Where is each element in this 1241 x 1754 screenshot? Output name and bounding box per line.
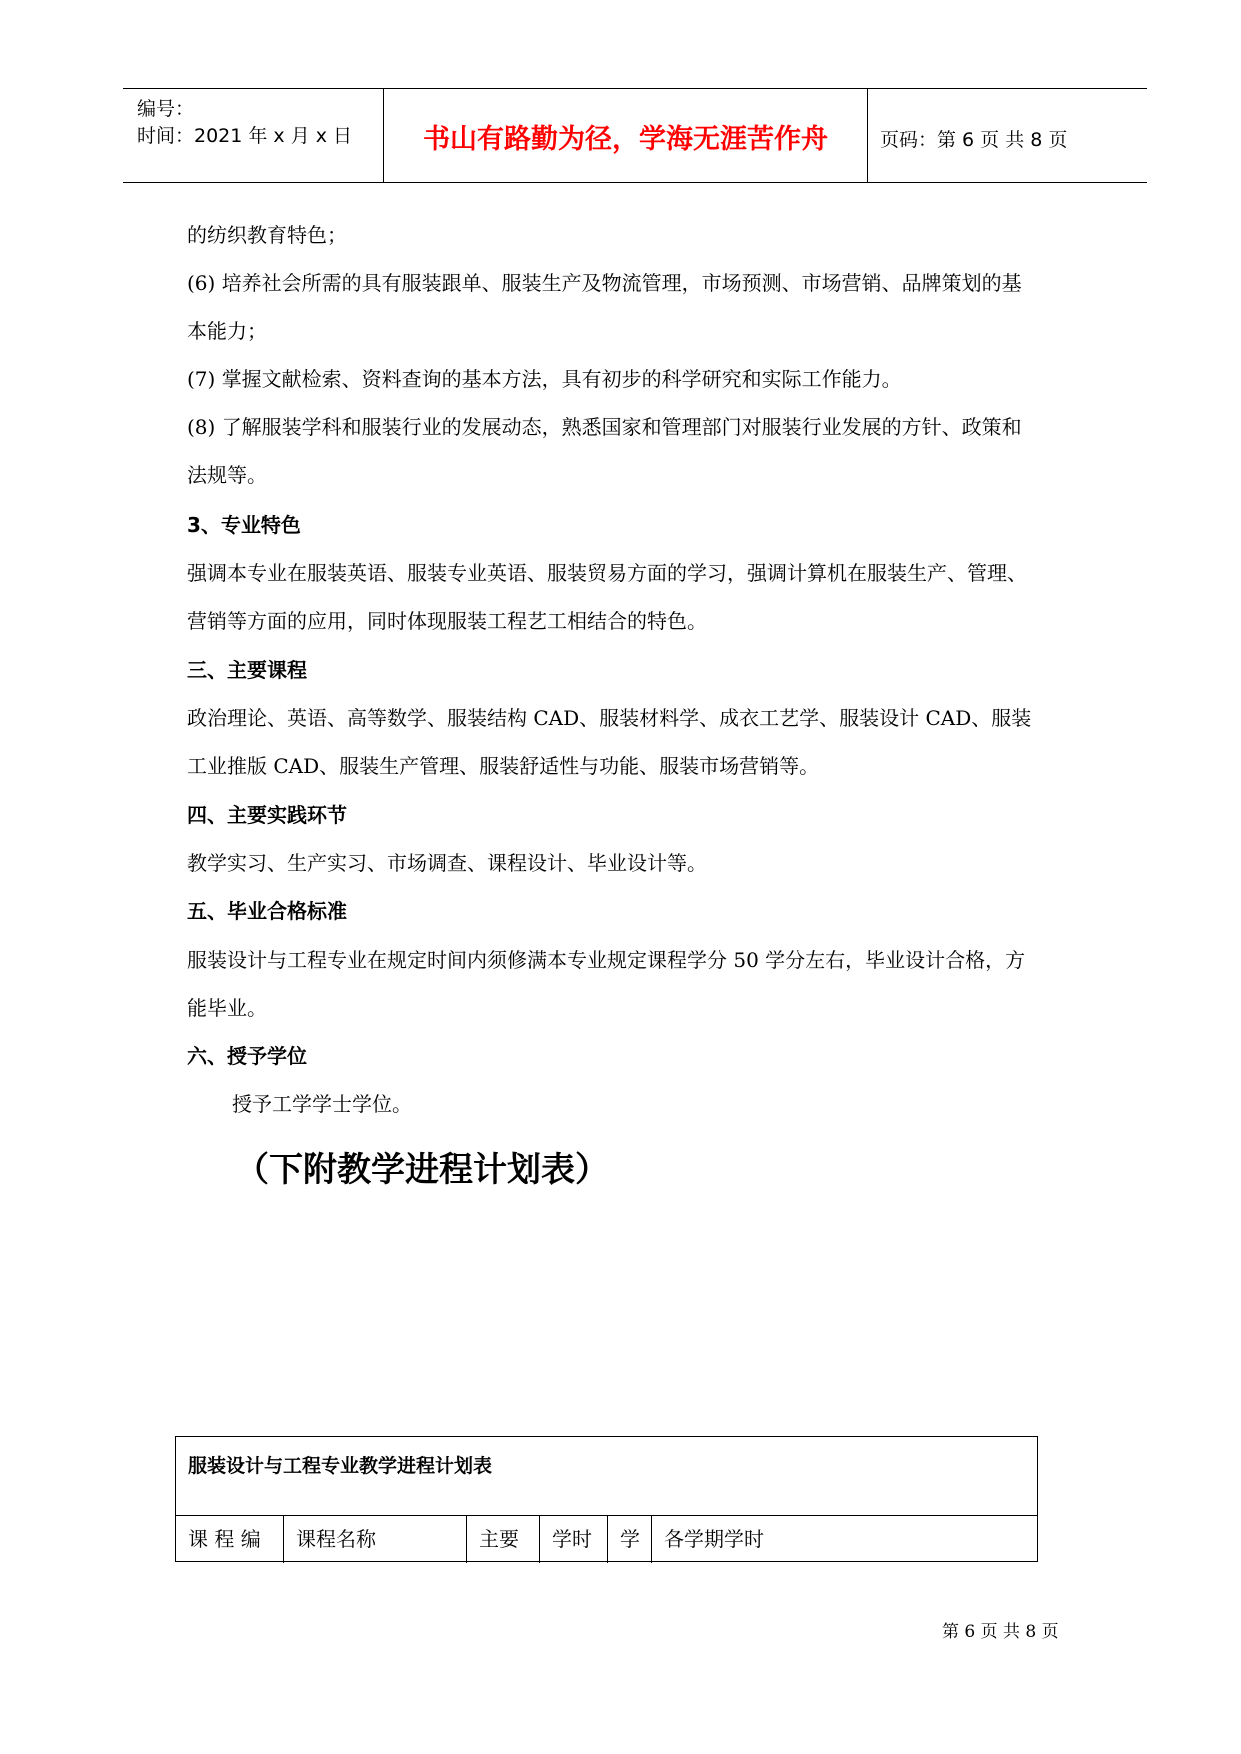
column-header-course-code: 课 程 编 bbox=[188, 1527, 261, 1551]
plan-table bbox=[175, 1436, 1038, 1562]
header-left-cell bbox=[123, 89, 383, 182]
body-text-line: 政治理论、英语、高等数学、服装结构 CAD、服装材料学、成衣工艺学、服装设计 CAD、服装 bbox=[187, 706, 1032, 730]
header-right-cell bbox=[868, 89, 1147, 182]
column-header-course-name: 课程名称 bbox=[283, 1516, 466, 1563]
header-motto: 书山有路勤为径，学海无涯苦作舟 bbox=[423, 124, 828, 155]
plan-table-title: 服装设计与工程专业教学进程计划表 bbox=[188, 1455, 493, 1477]
section-heading: 五、毕业合格标准 bbox=[187, 899, 347, 923]
header-motto-cell bbox=[383, 89, 868, 182]
body-text-line: 能毕业。 bbox=[187, 996, 267, 1020]
body-text-line: (7) 掌握文献检索、资料查询的基本方法，具有初步的科学研究和实际工作能力。 bbox=[187, 367, 902, 391]
document-number: 编号： bbox=[137, 98, 195, 120]
plan-table-header-row bbox=[176, 1515, 1037, 1563]
body-text-line: 强调本专业在服装英语、服装专业英语、服装贸易方面的学习，强调计算机在服装生产、管理、 bbox=[187, 561, 1027, 585]
body-text-line: 的纺织教育特色； bbox=[187, 223, 347, 247]
body-text-line: 工业推版 CAD、服装生产管理、服装舒适性与功能、服装市场营销等。 bbox=[187, 754, 820, 778]
section-heading: 三、主要课程 bbox=[187, 658, 307, 682]
body-text-line: 本能力； bbox=[187, 319, 267, 343]
page-header bbox=[123, 88, 1147, 183]
page-footer: 第 6 页 共 8 页 bbox=[942, 1622, 1059, 1642]
body-text-line: 服装设计与工程专业在规定时间内须修满本专业规定课程学分 50 学分左右，毕业设计合格，方 bbox=[187, 948, 1026, 972]
column-header-credits: 学 bbox=[607, 1516, 651, 1563]
body-text-line: 教学实习、生产实习、市场调查、课程设计、毕业设计等。 bbox=[187, 851, 707, 875]
body-text-line: (6) 培养社会所需的具有服装跟单、服装生产及物流管理，市场预测、市场营销、品牌策划的基 bbox=[187, 271, 1022, 295]
body-text-line: 营销等方面的应用，同时体现服装工程艺工相结合的特色。 bbox=[187, 609, 707, 633]
column-header-semester-hours: 各学期学时 bbox=[651, 1516, 1037, 1563]
body-text-line: (8) 了解服装学科和服装行业的发展动态，熟悉国家和管理部门对服装行业发展的方针、政策和 bbox=[187, 415, 1022, 439]
section-heading: 六、授予学位 bbox=[187, 1044, 307, 1068]
body-text-line: 授予工学学士学位。 bbox=[232, 1092, 412, 1116]
appendix-title: （下附教学进程计划表） bbox=[235, 1150, 609, 1190]
document-date: 时间：2021 年 x 月 x 日 bbox=[137, 125, 353, 147]
column-header-main: 主要 bbox=[466, 1516, 539, 1563]
column-header-hours: 学时 bbox=[539, 1516, 607, 1563]
section-heading: 3、专业特色 bbox=[187, 513, 301, 537]
section-heading: 四、主要实践环节 bbox=[187, 803, 347, 827]
body-text-line: 法规等。 bbox=[187, 463, 267, 487]
header-page-number: 页码：第 6 页 共 8 页 bbox=[880, 129, 1068, 151]
